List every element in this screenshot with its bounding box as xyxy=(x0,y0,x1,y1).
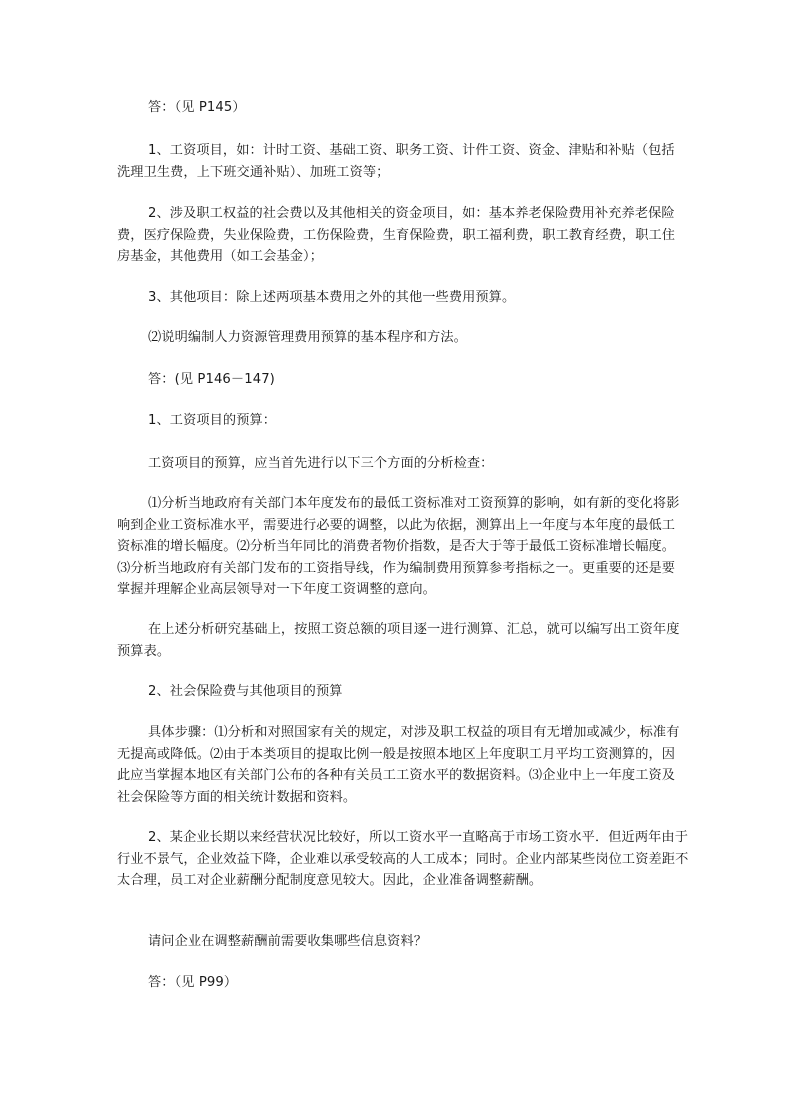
paragraph-budget-table: 在上述分析研究基础上，按照工资总额的项目逐一进行测算、汇总，就可以编写出工资年度预算表。 xyxy=(117,622,680,659)
paragraph-other-items: 3、其他项目：除上述两项基本费用之外的其他一些费用预算。 xyxy=(148,290,516,305)
paragraph-social-fees: 2、涉及职工权益的社会费以及其他相关的资金项目，如：基本养老保险费用补充养老保险费，医疗保险费，失业保险费，工伤保险费，生育保险费，职工福利费，职工教育经费，职工住房基金，其他费用（如工会基金）； xyxy=(117,206,676,264)
heading-wage-budget: 1、工资项目的预算： xyxy=(148,413,277,428)
paragraph-wage-items: 1、工资项目，如：计时工资、基础工资、职务工资、计件工资、资金、津贴和补贴（包括洗理卫生费，上下班交通补贴）、加班工资等； xyxy=(117,143,675,180)
heading-social-insurance-budget: 2、社会保险费与其他项目的预算 xyxy=(148,684,343,699)
answer-ref-p145: 答：（见 P145） xyxy=(148,100,246,115)
answer-ref-p146-147: 答：(见 P146－147) xyxy=(148,372,275,387)
question-budget-procedure: ⑵说明编制人力资源管理费用预算的基本程序和方法。 xyxy=(148,330,467,345)
answer-ref-p99: 答：（见 P99） xyxy=(148,975,238,990)
paragraph-wage-analysis-intro: 工资项目的预算，应当首先进行以下三个方面的分析检查： xyxy=(148,456,494,471)
paragraph-specific-steps: 具体步骤：⑴分析和对照国家有关的规定，对涉及职工权益的项目有无增加或减少，标准有无提高或降低。⑵由于本类项目的提取比例一般是按照本地区上年度职工月平均工资测算的，因此应当掌握本地区有关部门公布的各种有关员工工资水平的数据资料。⑶企业中上一年度工资及社会保险等方面的相关统计数据和资料。 xyxy=(117,725,680,805)
question-information-needed: 请问企业在调整薪酬前需要收集哪些信息资料？ xyxy=(148,934,428,949)
paragraph-case-study: 2、某企业长期以来经营状况比较好，所以工资水平一直略高于市场工资水平．但近两年由于行业不景气，企业效益下降，企业难以承受较高的人工成本；同时。企业内部某些岗位工资差距不太合理，员工对企业薪酬分配制度意见较大。因此，企业准备调整薪酬。 xyxy=(117,830,689,888)
paragraph-wage-analysis-detail: ⑴分析当地政府有关部门本年度发布的最低工资标准对工资预算的影响，如有新的变化将影响到企业工资标准水平，需要进行必要的调整，以此为依据，测算出上一年度与本年度的最低工资标准的增长幅度。⑵分析当年同比的消费者物价指数，是否大于等于最低工资标准增长幅度。⑶分析当地政府有关部门发布的工资指导线，作为编制费用预算参考指标之一。更重要的还是要掌握并理解企业高层领导对一下年度工资调整的意向。 xyxy=(117,496,680,597)
